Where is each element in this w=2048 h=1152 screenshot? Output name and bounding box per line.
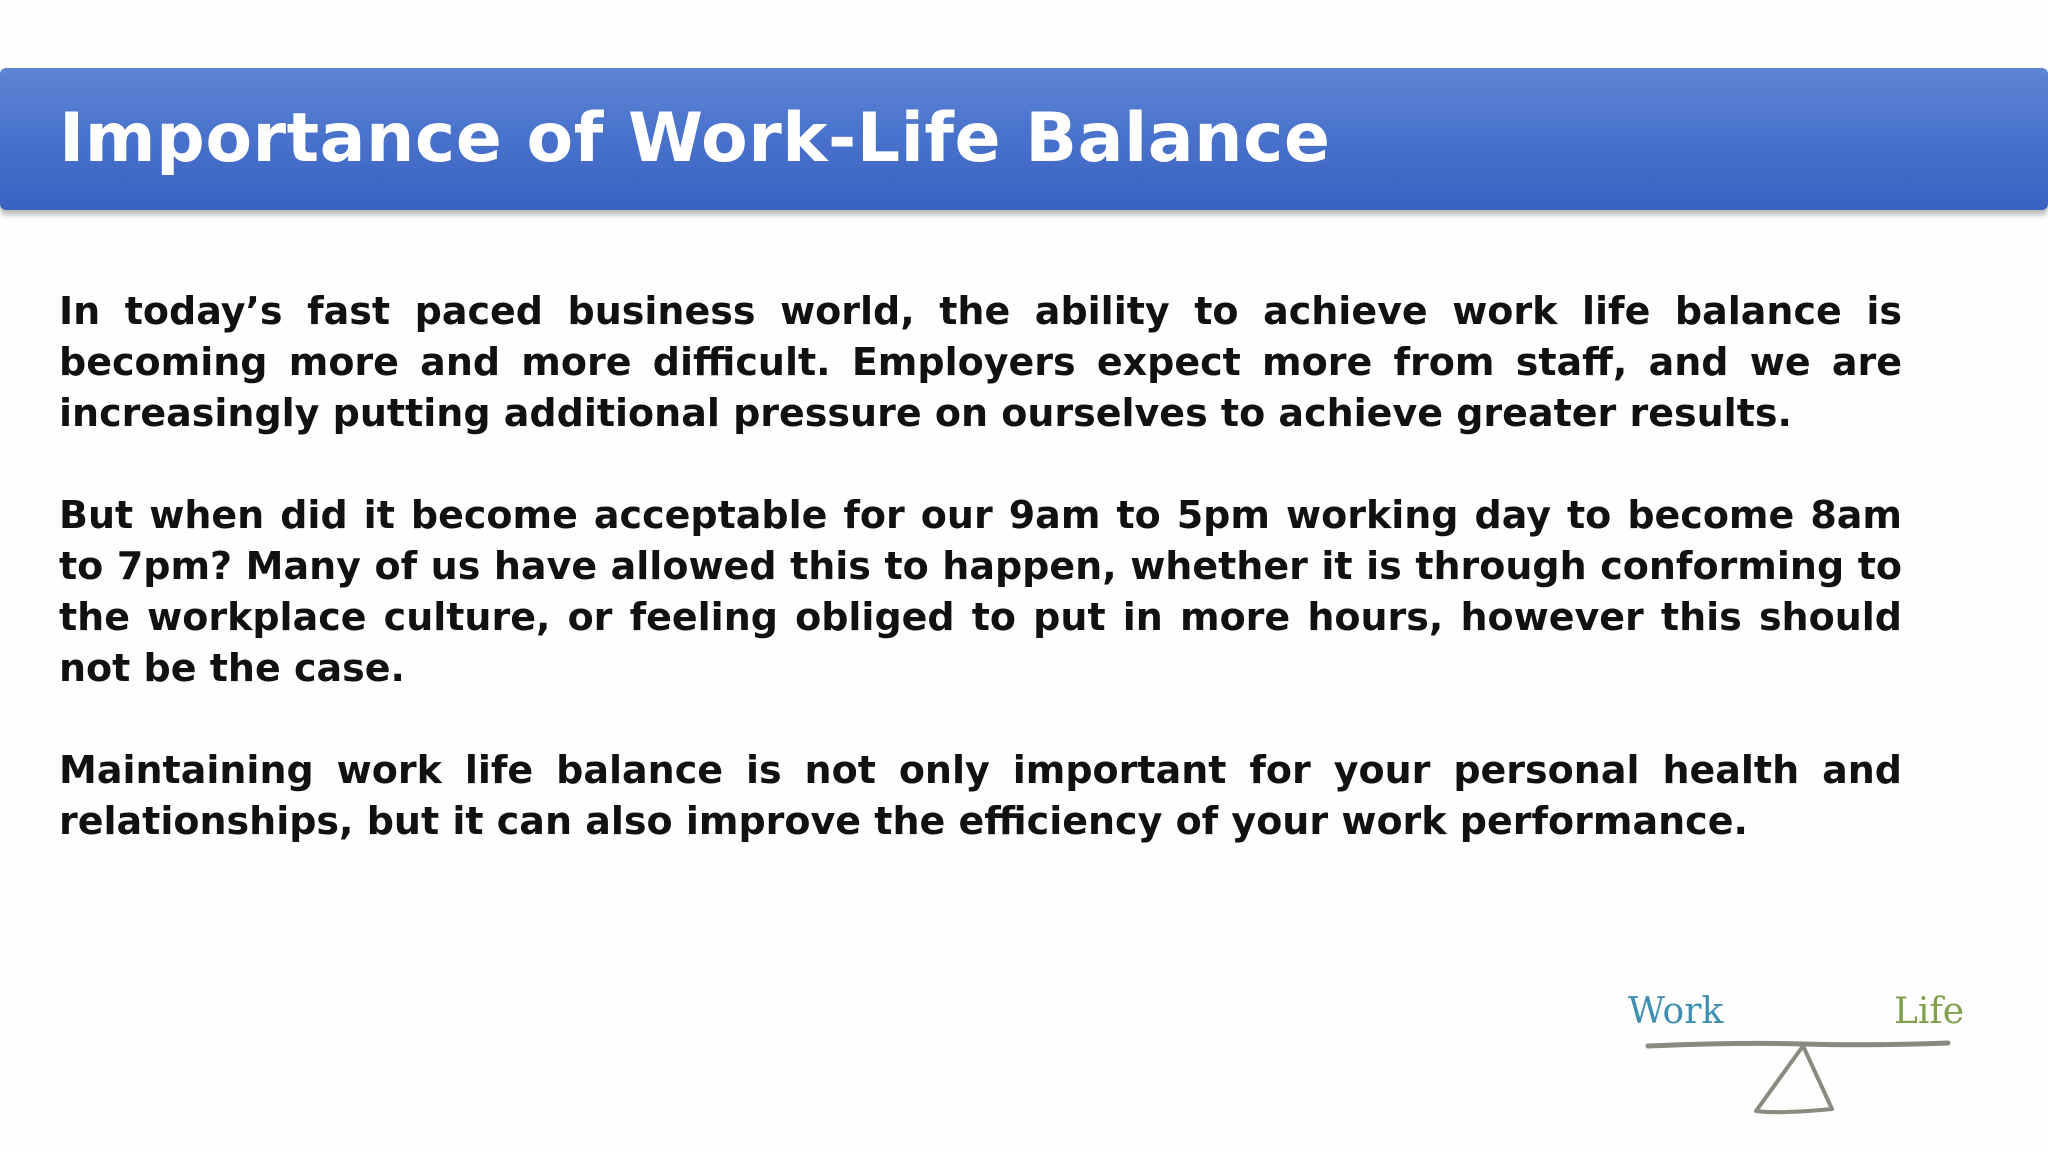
seesaw-work-label: Work	[1628, 991, 1724, 1032]
paragraph-benefits: Maintaining work life balance is not only important for your personal health and relationships, but it can also improve the efficiency of your work performance.	[59, 748, 1902, 843]
seesaw-balance-icon	[1620, 990, 1970, 1120]
slide-body	[59, 286, 1902, 898]
seesaw-life-label: Life	[1894, 991, 1965, 1032]
title-bar	[0, 68, 2048, 210]
seesaw-fulcrum	[1756, 1046, 1832, 1112]
paragraph-working-hours: But when did it become acceptable for our 9am to 5pm working day to become 8am to 7pm? Many of us have allowed this to happen, whether it is through conforming to the workplace culture, or feeling obliged to put in more hours, however this should not be the case.	[59, 493, 1902, 690]
seesaw-plank	[1648, 1043, 1948, 1046]
paragraph-intro: In today’s fast paced business world, the ability to achieve work life balance is becoming more and more difficult. Employers expect more from staff, and we are increasingly putting additional pressure on ourselves to achieve greater results.	[59, 289, 1902, 435]
slide-title: Importance of Work-Life Balance	[59, 99, 1331, 178]
seesaw-drawing	[1620, 990, 1970, 1120]
